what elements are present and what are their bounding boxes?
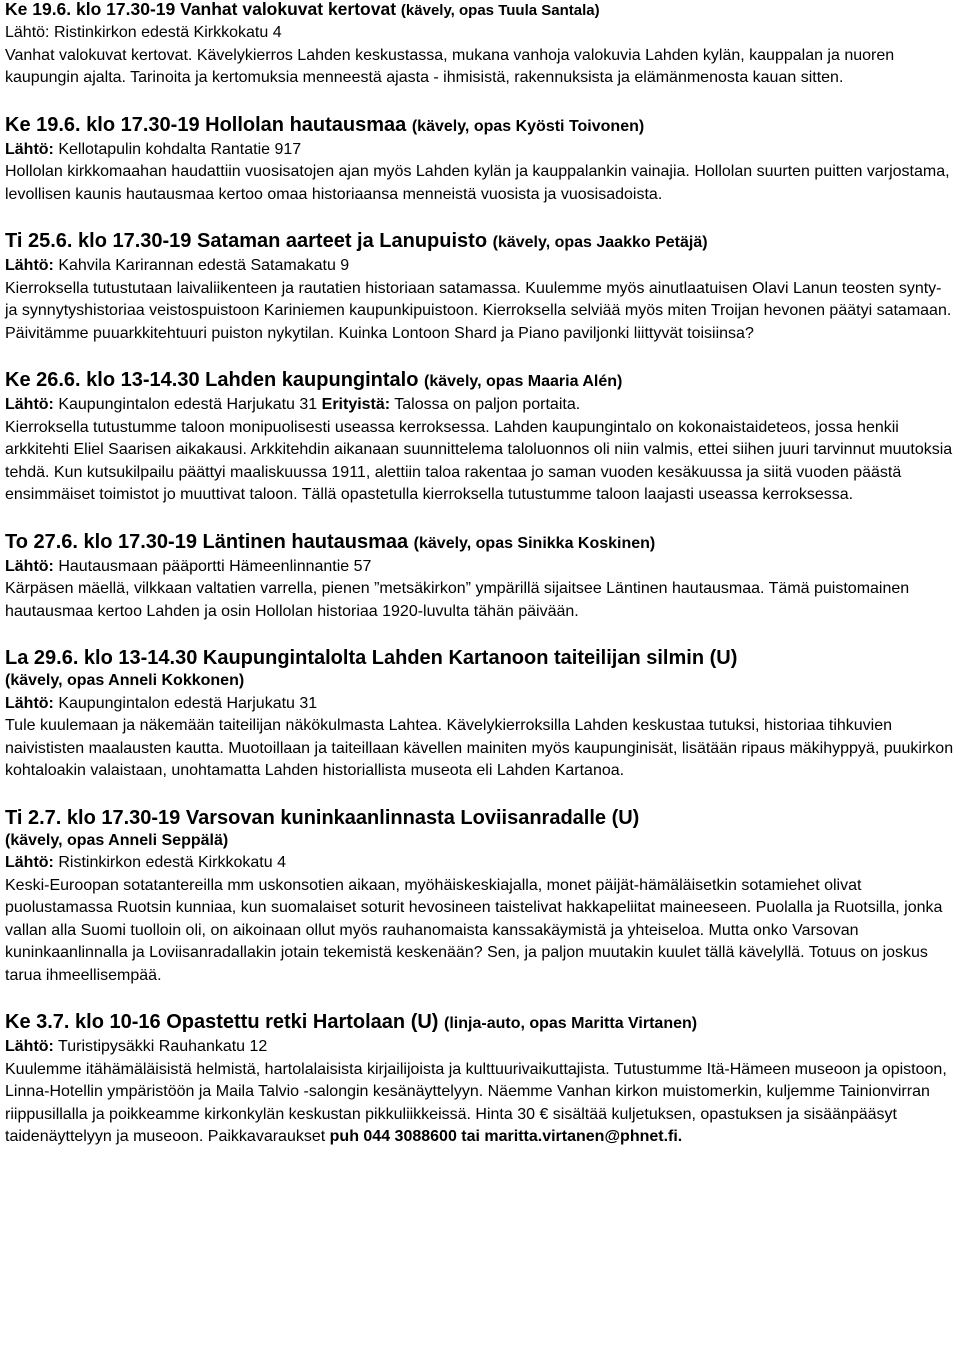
spacer (5, 90, 956, 113)
spacer (5, 783, 956, 806)
event-guide: (kävely, opas Anneli Kokkonen) (5, 672, 245, 689)
start-label: Lähtö: (5, 24, 50, 41)
event-guide: (kävely, opas Tuula Santala) (400, 2, 600, 19)
start-label: Lähtö: (5, 694, 54, 712)
spacer (5, 507, 956, 530)
event-3 (5, 229, 956, 345)
extra-text: Talossa on paljon portaita. (394, 396, 581, 413)
event-title-main: Ke 26.6. klo 13-14.30 Lahden kaupungintalo (5, 369, 419, 391)
event-title (5, 530, 956, 556)
event-start (5, 693, 956, 716)
event-title: Ti 2.7. klo 17.30-19 Varsovan kuninkaanlinnasta Loviisanradalle (U) (5, 806, 640, 829)
event-title (5, 368, 956, 394)
event-title (5, 113, 956, 139)
event-title: La 29.6. klo 13-14.30 Kaupungintalolta Lahden Kartanoon taiteilijan silmin (U) (5, 647, 738, 669)
event-description: Vanhat valokuvat kertovat. Kävelykierros Lahden keskustassa, mukana vanhoja valokuvia Lahden kylän, kauppalan ja nuoren kaupungin ajalta. Tarinoita ja kertomuksia menneestä ajasta - ihmisistä, rakennuksista ja elämänmenosta kauan sitten. (5, 46, 895, 86)
event-description: Kärpäsen mäellä, vilkkaan valtatien varrella, pienen ”metsäkirkon” ympärillä sijaitsee Läntinen hautausmaa. Tämä puistomainen hautausmaa kertoo Lahden ja osin Hollolan historiaa 1920-luvulta tähän päivään. (5, 580, 910, 620)
event-2 (5, 113, 956, 207)
event-title (5, 0, 956, 22)
event-description: Hollolan kirkkomaahan haudattiin vuosisatojen ajan myös Lahden kylän ja kauppalankin vainajia. Hollolan suurten puitten varjostama, levollisen kaunis hautausmaa kertoo omaa historiaansa menneistä vuosista ja vuosisadoista. (5, 163, 950, 203)
event-start (5, 394, 956, 417)
start-text: Hautausmaan pääportti Hämeenlinnantie 57 (58, 557, 372, 575)
spacer (5, 345, 956, 368)
event-description: Kierroksella tutustutaan laivaliikenteen ja rautatien historiaan satamassa. Kuulemme myös ainutlaatuisen Olavi Lanun teosten synty- ja synnytyshistoriaa veistospuistoon Kariniemen kaupunkipuistoon. Kierroksella selviää myös miten Troijan hevonen päätyi satamaan. Päivitämme puuarkkitehtuuri puiston nykytilan. Kuinka Lontoon Shard ja Piano paviljonki liittyvät toisiinsa? (5, 279, 952, 342)
event-start (5, 1036, 956, 1059)
event-start (5, 22, 956, 45)
event-start (5, 255, 956, 278)
start-text: Ristinkirkon edestä Kirkkokatu 4 (53, 24, 282, 41)
start-label: Lähtö: (5, 140, 54, 158)
start-label: Lähtö: (5, 854, 54, 871)
event-title-main: Ke 19.6. klo 17.30-19 Vanhat valokuvat kertovat (5, 0, 397, 19)
event-7 (5, 806, 956, 988)
event-description: Kierroksella tutustumme taloon monipuolisesti useassa kerroksessa. Lahden kaupungintalo on kokonaistaideteos, jossa henkii arkkitehti Eliel Saarisen aikakausi. Arkkitehdin aikanaan suunnittelema taloluonnos oli niin valmis, ettei siihen juuri tarvinnut muutoksia tehdä. Kun kutsukilpailu päättyi maaliskuussa 1911, alettiin taloa rakentaa jo saman vuoden kesäkuussa ja siitä vuoden päästä ensimmäiset toimistot jo muuttivat taloon. Tällä opastetulla kierroksella tutustumme taloon laajasti useassa kerroksessa. (5, 418, 953, 503)
event-title (5, 229, 956, 255)
event-5 (5, 530, 956, 624)
event-1 (5, 0, 956, 90)
event-guide: (kävely, opas Sinikka Koskinen) (413, 534, 656, 552)
event-guide: (kävely, opas Jaakko Petäjä) (492, 234, 708, 251)
event-6 (5, 646, 956, 783)
event-start (5, 852, 956, 875)
event-description: Tule kuulemaan ja näkemään taiteilijan näkökulmasta Lahtea. Kävelykierroksilla Lahden keskustaa tutuksi, historiaa tihkuvien naivististen maalausten kautta. Muotoillaan ja taiteillaan kävellen mainiten myös kaupunginisät, lisätään ripaus mäkihyppyä, puukirkon kohtaloakin valaistaan, unohtamatta Lahden historiallista museota eli Lahden Kartanoa. (5, 717, 954, 779)
start-text: Ristinkirkon edestä Kirkkokatu 4 (58, 854, 286, 871)
start-label: Lähtö: (5, 257, 54, 274)
start-label: Lähtö: (5, 396, 54, 413)
event-guide: (kävely, opas Anneli Seppälä) (5, 831, 229, 849)
extra-label: Erityistä: (321, 396, 391, 413)
start-text: Kaupungintalon edestä Harjukatu 31 (58, 396, 318, 413)
event-title (5, 1010, 956, 1036)
start-text: Kellotapulin kohdalta Rantatie 917 (58, 140, 302, 158)
event-4 (5, 368, 956, 507)
event-title-main: Ke 3.7. klo 10-16 Opastettu retki Hartolaan (U) (5, 1011, 439, 1033)
spacer (5, 206, 956, 229)
event-start (5, 139, 956, 162)
event-description: Keski-Euroopan sotatantereilla mm uskonsotien aikaan, myöhäiskeskiajalla, monet päijät-hämäläisetkin sotamiehet olivat puolustamassa Ruotsin kunniaa, kun suomalaiset soturit hevosineen taistelivat hakkapeliitat maineeseen. Puolalla ja Ruotsilla, jonka vallan alla Suomi tuolloin oli, on aikoinaan ollut myös rauhanomaista kanssakäymistä ja yhteiseloa. Mutta onko Varsovan kuninkaanlinnalla ja Loviisanradallakin jotain tekemistä keskenään? Sen, ja paljon muutakin kuulet tällä kävelyllä. Totuus on joskus tarua ihmeellisempää. (5, 876, 943, 984)
description-text: Kuulemme itähämäläisistä helmistä, hartolalaisista kirjailijoista ja kulttuurivaikuttajista. Tutustumme Itä-Hämeen museoon ja opistoon, Linna-Hotellin ympäristöön ja Maila Talvio -salongin kesänäyttelyyn. Näemme Vanhan kirkon muistomerkin, kuljemme Tainionvirran riippusillalla ja poikkeamme kirkonkylän keskustan pikkuliikkeissä. Hinta 30 € sisältää kuljetuksen, opastuksen ja sisäänpääsyt taidenäyttelyyn ja museoon. Paikkavaraukset (5, 1060, 947, 1145)
start-label: Lähtö: (5, 557, 54, 575)
event-title-main: Ti 25.6. klo 17.30-19 Sataman aarteet ja Lanupuisto (5, 230, 488, 252)
start-text: Turistipysäkki Rauhankatu 12 (58, 1038, 268, 1055)
event-title-main: To 27.6. klo 17.30-19 Läntinen hautausmaa (5, 530, 409, 553)
spacer (5, 623, 956, 646)
start-label: Lähtö: (5, 1038, 54, 1055)
event-guide: (linja-auto, opas Maritta Virtanen) (444, 1015, 698, 1032)
event-description (5, 1059, 956, 1149)
event-8 (5, 1010, 956, 1149)
event-guide: (kävely, opas Maaria Alén) (424, 373, 623, 390)
event-guide: (kävely, opas Kyösti Toivonen) (411, 117, 645, 135)
spacer (5, 987, 956, 1010)
contact-info: puh 044 3088600 tai maritta.virtanen@phnet.fi. (329, 1128, 683, 1145)
start-text: Kahvila Karirannan edestä Satamakatu 9 (58, 257, 350, 274)
event-title-main: Ke 19.6. klo 17.30-19 Hollolan hautausmaa (5, 113, 407, 136)
event-start (5, 556, 956, 579)
start-text: Kaupungintalon edestä Harjukatu 31 (58, 694, 318, 712)
